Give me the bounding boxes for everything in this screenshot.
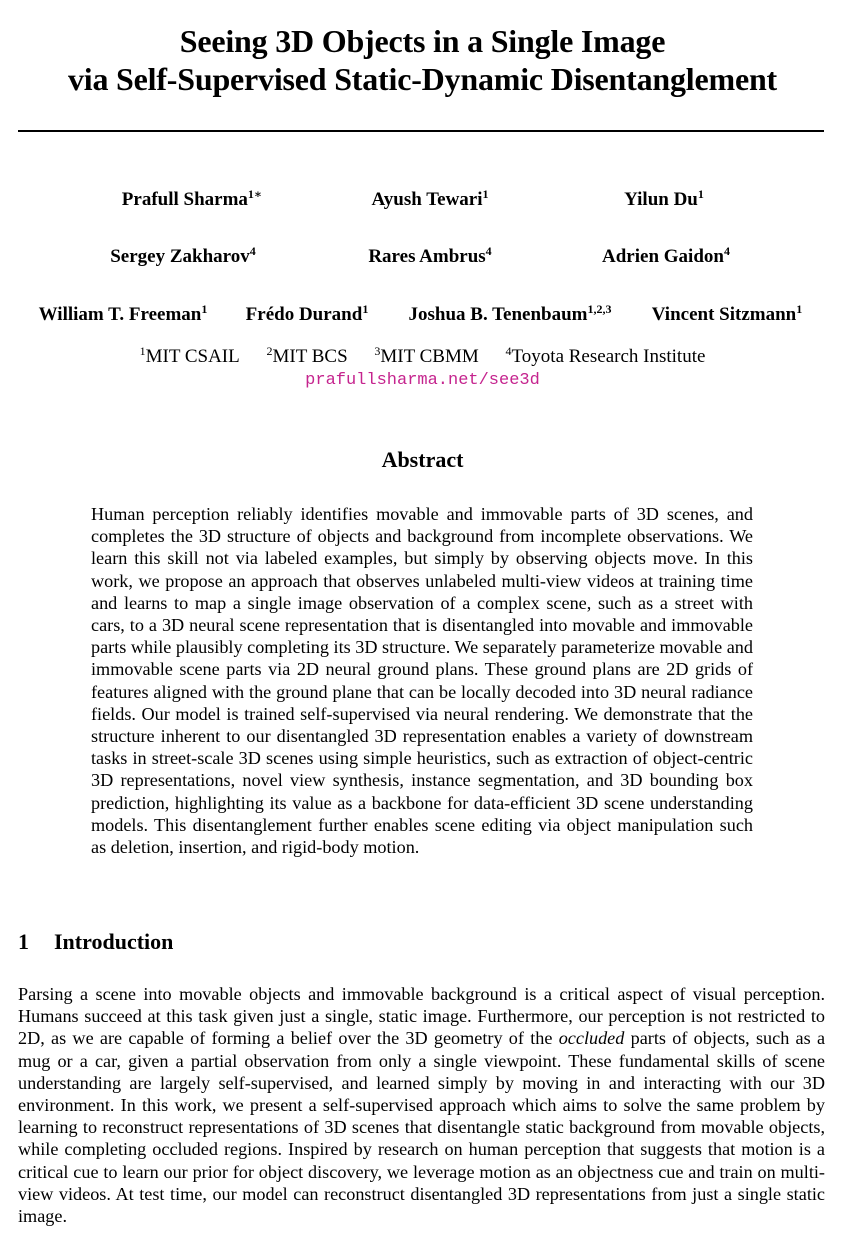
author-vincent-sitzmann: Vincent Sitzmann$^1$ [651,302,803,325]
affiliation-3: $^3$MIT CBMM [374,344,479,367]
author-adrien-gaidon: Adrien Gaidon$^4$ [602,244,730,267]
abstract-heading: Abstract [381,447,464,472]
affiliation-2: $^2$MIT BCS [266,344,348,367]
author-joshua-tenenbaum: Joshua B. Tenenbaum$^{1,2,3}$ [408,302,612,325]
affiliations [0,346,845,368]
title-line-2: via Self-Supervised Static-Dynamic Disentanglement [67,61,778,97]
author-rares-ambrus: Rares Ambrus$^4$ [368,244,492,267]
affiliation-4: $^4$Toyota Research Institute [505,344,706,367]
author-fredo-durand: Frédo Durand$^1$ [245,302,369,325]
section-number: 1 [18,929,29,954]
author-sergey-zakharov: Sergey Zakharov$^4$ [110,244,256,267]
emphasis-occluded: occluded [558,1028,625,1049]
author-ayush-tewari: Ayush Tewari$^1$ [371,187,489,210]
abstract-text: Human perception reliably identifies movable and immovable parts of 3D scenes, and completes the 3D structure of objects and background from incomplete observations. We learn this skill not via labeled examples, but simply by observing objects move. In this work, we propose an approach that observes unlabeled multi-view videos at training time and learns to map a single image observation of a complex scene, such as a street with cars, to a 3D neural scene representation that is disentangled into movable and immovable parts while plausibly completing its 3D structure. We separately parameterize movable and immovable scene parts via 2D neural ground plans. These ground plans are 2D grids of features aligned with the ground plane that can be locally decoded into 3D neural radiance fields. Our model is trained self-supervised via neural rendering. We demonstrate that the structure inherent to our disentangled 3D representation enables a variety of downstream tasks in street-scale 3D scenes using simple heuristics, such as extraction of object-centric 3D representations, novel view synthesis, instance segmentation, and 3D bounding box prediction, highlighting its value as a backbone for data-efficient 3D scene understanding models. This disentanglement further enables scene editing via object manipulation such as deletion, insertion, and rigid-body motion. [91,504,753,858]
author-william-freeman: William T. Freeman$^1$ [38,302,208,325]
project-url-link[interactable]: prafullsharma.net/see3d [305,371,540,390]
section-title: Introduction [54,929,174,954]
author-yilun-du: Yilun Du$^1$ [624,187,704,210]
paper-title [0,22,845,98]
affiliation-1: $^1$MIT CSAIL [139,344,240,367]
author-prafull-sharma: Prafull Sharma$^{1∗}$ [121,187,263,210]
title-rule [18,130,824,132]
introduction-heading [18,929,173,955]
title-line-1: Seeing 3D Objects in a Single Image [179,23,666,59]
introduction-text: Parsing a scene into movable objects and immovable background is a critical aspect of visual perception. Humans succeed at this task given just a single, static image. Furthermore, our perception is not restricted to 2D, as we are capable of forming a belief over the 3D geometry of the occluded parts of objects, such as a mug or a car, given a partial observation from only a single viewpoint. These fundamental skills of scene understanding are largely self-supervised, and learned simply by moving in and interacting with our 3D environment. In this work, we present a self-supervised approach which aims to solve the same problem by learning to reconstruct representations of 3D scenes that disentangle static background from movable objects, while completing occluded regions. Inspired by research on human perception that suggests that motion is a critical cue to learn our prior for object discovery, we leverage motion as an objectness cue and train on multi-view videos. At test time, our model can reconstruct disentangled 3D representations from just a single static image. [18,984,826,1227]
